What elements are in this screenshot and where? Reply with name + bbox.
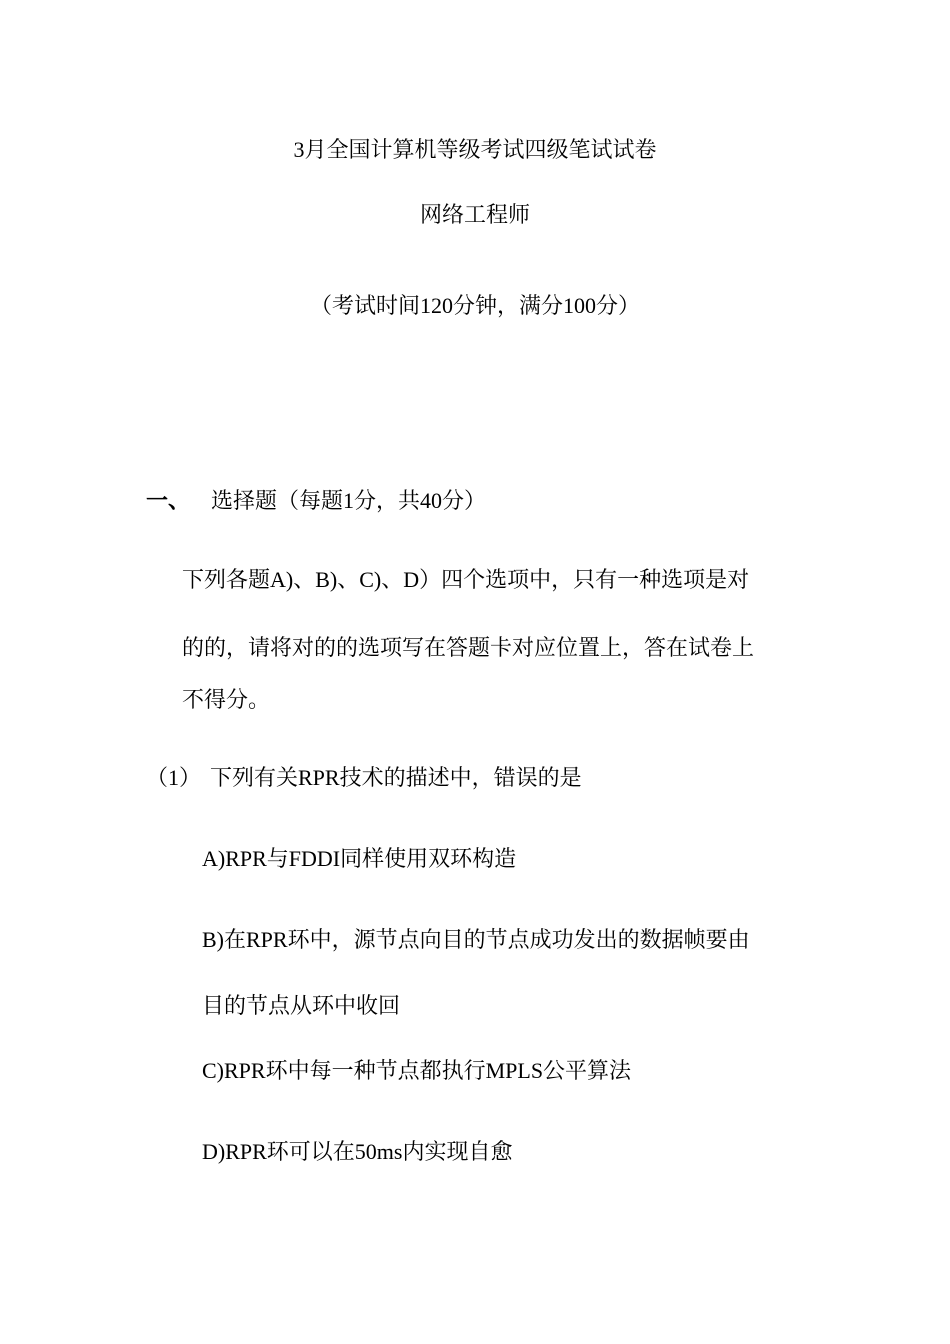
option-c: C)RPR环中每一种节点都执行MPLS公平算法 (202, 1058, 632, 1083)
instructions-line-3: 不得分。 (182, 687, 271, 712)
instructions-line-1: 下列各题A)、B)、C)、D）四个选项中，只有一种选项是对 (182, 567, 750, 592)
section-title: 选择题（每题1分，共40分） (211, 488, 487, 513)
exam-subtitle: 网络工程师 (419, 202, 530, 227)
exam-duration: （考试时间120分钟，满分100分） (309, 293, 640, 318)
exam-title: 3月全国计算机等级考试四级笔试试卷 (293, 137, 657, 162)
instructions-line-2: 的的，请将对的的选项写在答题卡对应位置上，答在试卷上 (182, 635, 755, 660)
option-b-line-2: 目的节点从环中收回 (202, 993, 401, 1018)
question-number: （1） (146, 765, 202, 790)
question-stem: 下列有关RPR技术的描述中，错误的是 (210, 765, 582, 790)
section-number: 一、 (146, 488, 191, 513)
option-a: A)RPR与FDDI同样使用双环构造 (202, 846, 517, 871)
option-b-line-1: B)在RPR环中，源节点向目的节点成功发出的数据帧要由 (202, 927, 750, 952)
option-d: D)RPR环可以在50ms内实现自愈 (202, 1139, 513, 1164)
